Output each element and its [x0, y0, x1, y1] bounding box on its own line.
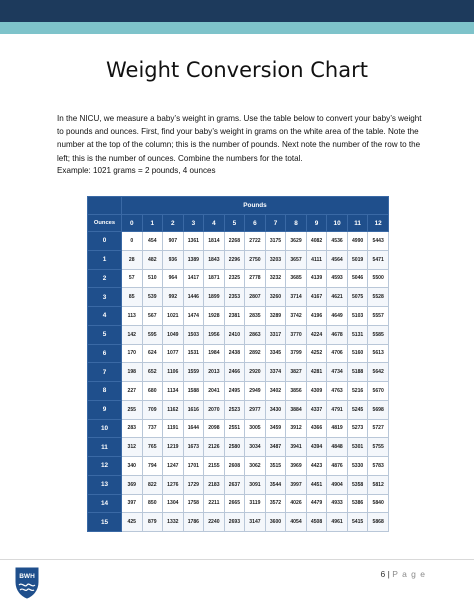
grams-cell: 1049 — [163, 325, 184, 344]
grams-cell: 907 — [163, 232, 184, 251]
grams-cell: 5386 — [347, 494, 368, 513]
ounces-row-header: 13 — [88, 475, 122, 494]
grams-cell: 2240 — [204, 513, 225, 532]
grams-cell: 4564 — [327, 250, 348, 269]
grams-cell: 1389 — [183, 250, 204, 269]
ounces-row-header: 4 — [88, 307, 122, 326]
grams-cell: 5613 — [368, 344, 389, 363]
table-row — [88, 232, 389, 251]
pound-columns-row — [88, 215, 389, 232]
table-row — [88, 269, 389, 288]
grams-cell: 5273 — [347, 419, 368, 438]
grams-cell: 5046 — [347, 269, 368, 288]
grams-cell: 4990 — [347, 232, 368, 251]
grams-cell: 5019 — [347, 250, 368, 269]
grams-cell: 2523 — [224, 400, 245, 419]
table-row — [88, 307, 389, 326]
ounces-row-header: 12 — [88, 457, 122, 476]
grams-cell: 5727 — [368, 419, 389, 438]
grams-cell: 283 — [122, 419, 143, 438]
grams-cell: 1219 — [163, 438, 184, 457]
ounces-row-header: 0 — [88, 232, 122, 251]
ounces-row-header: 11 — [88, 438, 122, 457]
hospital-logo — [14, 566, 40, 600]
grams-cell: 113 — [122, 307, 143, 326]
grams-cell: 2693 — [224, 513, 245, 532]
grams-cell: 5160 — [347, 344, 368, 363]
grams-cell: 3799 — [286, 344, 307, 363]
grams-cell: 1559 — [183, 363, 204, 382]
grams-cell: 2013 — [204, 363, 225, 382]
grams-cell: 2892 — [245, 344, 266, 363]
grams-cell: 5557 — [368, 307, 389, 326]
grams-cell: 28 — [122, 250, 143, 269]
grams-cell: 2863 — [245, 325, 266, 344]
grams-cell: 57 — [122, 269, 143, 288]
grams-cell: 1616 — [183, 400, 204, 419]
grams-cell: 4196 — [306, 307, 327, 326]
grams-cell: 425 — [122, 513, 143, 532]
page-title: Weight Conversion Chart — [106, 58, 368, 82]
grams-cell: 1871 — [204, 269, 225, 288]
grams-cell: 4224 — [306, 325, 327, 344]
grams-cell: 1644 — [183, 419, 204, 438]
grams-cell: 2155 — [204, 457, 225, 476]
grams-cell: 2580 — [224, 438, 245, 457]
grams-cell: 680 — [142, 382, 163, 401]
grams-cell: 5358 — [347, 475, 368, 494]
grams-cell: 4508 — [306, 513, 327, 532]
grams-cell: 3147 — [245, 513, 266, 532]
grams-cell: 3572 — [265, 494, 286, 513]
grams-cell: 4394 — [306, 438, 327, 457]
header-band — [0, 0, 474, 40]
grams-cell: 3459 — [265, 419, 286, 438]
ounces-row-header: 10 — [88, 419, 122, 438]
grams-cell: 4848 — [327, 438, 348, 457]
grams-cell: 3062 — [245, 457, 266, 476]
pound-column-header: 5 — [224, 215, 245, 232]
pound-column-header: 2 — [163, 215, 184, 232]
grams-cell: 4706 — [327, 344, 348, 363]
grams-cell: 5670 — [368, 382, 389, 401]
grams-cell: 1191 — [163, 419, 184, 438]
pound-column-header: 1 — [142, 215, 163, 232]
grams-cell: 1928 — [204, 307, 225, 326]
grams-cell: 4876 — [327, 457, 348, 476]
grams-cell: 312 — [122, 438, 143, 457]
grams-cell: 2381 — [224, 307, 245, 326]
grams-cell: 3997 — [286, 475, 307, 494]
pounds-label: Pounds — [122, 197, 389, 215]
grams-cell: 1077 — [163, 344, 184, 363]
grams-cell: 879 — [142, 513, 163, 532]
table-row — [88, 494, 389, 513]
grams-cell: 1417 — [183, 269, 204, 288]
grams-cell: 1701 — [183, 457, 204, 476]
pound-column-header: 11 — [347, 215, 368, 232]
grams-cell: 3912 — [286, 419, 307, 438]
grams-cell: 2296 — [224, 250, 245, 269]
grams-cell: 2353 — [224, 288, 245, 307]
grams-cell: 5216 — [347, 382, 368, 401]
grams-cell: 4082 — [306, 232, 327, 251]
grams-cell: 369 — [122, 475, 143, 494]
ounces-row-header: 2 — [88, 269, 122, 288]
grams-cell: 2410 — [224, 325, 245, 344]
grams-cell: 2268 — [224, 232, 245, 251]
grams-cell: 1984 — [204, 344, 225, 363]
grams-cell: 5471 — [368, 250, 389, 269]
grams-cell: 936 — [163, 250, 184, 269]
grams-cell: 624 — [142, 344, 163, 363]
grams-cell: 709 — [142, 400, 163, 419]
grams-cell: 4451 — [306, 475, 327, 494]
grams-cell: 3657 — [286, 250, 307, 269]
table-row — [88, 344, 389, 363]
grams-cell: 2608 — [224, 457, 245, 476]
header-band-light — [0, 22, 474, 34]
grams-cell: 5301 — [347, 438, 368, 457]
grams-cell: 3430 — [265, 400, 286, 419]
grams-cell: 2949 — [245, 382, 266, 401]
grams-cell: 255 — [122, 400, 143, 419]
grams-cell: 1673 — [183, 438, 204, 457]
grams-cell: 2835 — [245, 307, 266, 326]
page-number-separator: | — [387, 569, 390, 579]
grams-cell: 5330 — [347, 457, 368, 476]
ounces-row-header: 8 — [88, 382, 122, 401]
grams-cell: 4536 — [327, 232, 348, 251]
pound-column-header: 4 — [204, 215, 225, 232]
pound-column-header: 8 — [286, 215, 307, 232]
grams-cell: 4791 — [327, 400, 348, 419]
grams-cell: 3856 — [286, 382, 307, 401]
grams-cell: 652 — [142, 363, 163, 382]
grams-cell: 2637 — [224, 475, 245, 494]
grams-cell: 1304 — [163, 494, 184, 513]
corner-cell — [88, 197, 122, 215]
table-row — [88, 438, 389, 457]
grams-cell: 3317 — [265, 325, 286, 344]
grams-cell: 964 — [163, 269, 184, 288]
grams-cell: 4763 — [327, 382, 348, 401]
grams-cell: 3289 — [265, 307, 286, 326]
grams-cell: 2438 — [224, 344, 245, 363]
grams-cell: 4621 — [327, 288, 348, 307]
grams-cell: 1162 — [163, 400, 184, 419]
grams-cell: 454 — [142, 232, 163, 251]
grams-cell: 4678 — [327, 325, 348, 344]
table-row — [88, 363, 389, 382]
grams-cell: 3969 — [286, 457, 307, 476]
grams-cell: 1588 — [183, 382, 204, 401]
ounces-row-header: 3 — [88, 288, 122, 307]
grams-cell: 4734 — [327, 363, 348, 382]
ounces-row-header: 6 — [88, 344, 122, 363]
page-number — [381, 569, 427, 579]
grams-cell: 5500 — [368, 269, 389, 288]
grams-cell: 4337 — [306, 400, 327, 419]
ounces-row-header: 9 — [88, 400, 122, 419]
ounces-row-header: 5 — [88, 325, 122, 344]
grams-cell: 2807 — [245, 288, 266, 307]
ounces-row-header: 15 — [88, 513, 122, 532]
grams-cell: 4904 — [327, 475, 348, 494]
grams-cell: 850 — [142, 494, 163, 513]
grams-cell: 4309 — [306, 382, 327, 401]
grams-cell: 5840 — [368, 494, 389, 513]
table-row — [88, 325, 389, 344]
grams-cell: 2495 — [224, 382, 245, 401]
grams-cell: 3260 — [265, 288, 286, 307]
grams-cell: 1786 — [183, 513, 204, 532]
conversion-table — [87, 196, 389, 532]
grams-cell: 3034 — [245, 438, 266, 457]
pound-column-header: 3 — [183, 215, 204, 232]
grams-cell: 1446 — [183, 288, 204, 307]
grams-cell: 2778 — [245, 269, 266, 288]
table-row — [88, 400, 389, 419]
grams-cell: 2070 — [204, 400, 225, 419]
ounces-row-header: 14 — [88, 494, 122, 513]
grams-cell: 2466 — [224, 363, 245, 382]
grams-cell: 2977 — [245, 400, 266, 419]
grams-cell: 3232 — [265, 269, 286, 288]
grams-cell: 1134 — [163, 382, 184, 401]
grams-cell: 4111 — [306, 250, 327, 269]
grams-cell: 3487 — [265, 438, 286, 457]
page-word: P a g e — [392, 569, 426, 579]
pound-column-header: 6 — [245, 215, 266, 232]
example-line: Example: 1021 grams = 2 pounds, 4 ounces — [57, 166, 216, 175]
grams-cell: 5868 — [368, 513, 389, 532]
grams-cell: 0 — [122, 232, 143, 251]
grams-cell: 2325 — [224, 269, 245, 288]
grams-cell: 4593 — [327, 269, 348, 288]
grams-cell: 482 — [142, 250, 163, 269]
grams-cell: 1276 — [163, 475, 184, 494]
grams-cell: 794 — [142, 457, 163, 476]
grams-cell: 1814 — [204, 232, 225, 251]
grams-cell: 1332 — [163, 513, 184, 532]
grams-cell: 5103 — [347, 307, 368, 326]
table-row — [88, 382, 389, 401]
grams-cell: 765 — [142, 438, 163, 457]
grams-cell: 5443 — [368, 232, 389, 251]
grams-cell: 1729 — [183, 475, 204, 494]
grams-cell: 5245 — [347, 400, 368, 419]
grams-cell: 397 — [122, 494, 143, 513]
grams-cell: 4423 — [306, 457, 327, 476]
grams-cell: 737 — [142, 419, 163, 438]
grams-cell: 1021 — [163, 307, 184, 326]
grams-cell: 3827 — [286, 363, 307, 382]
grams-cell: 822 — [142, 475, 163, 494]
table-row — [88, 513, 389, 532]
grams-cell: 5075 — [347, 288, 368, 307]
grams-cell: 2722 — [245, 232, 266, 251]
grams-cell: 4252 — [306, 344, 327, 363]
grams-cell: 340 — [122, 457, 143, 476]
grams-cell: 3005 — [245, 419, 266, 438]
conversion-table-body — [88, 232, 389, 532]
grams-cell: 5642 — [368, 363, 389, 382]
grams-cell: 3345 — [265, 344, 286, 363]
table-row — [88, 419, 389, 438]
pound-column-header: 10 — [327, 215, 348, 232]
grams-cell: 567 — [142, 307, 163, 326]
grams-cell: 5131 — [347, 325, 368, 344]
grams-cell: 1956 — [204, 325, 225, 344]
intro-paragraph: In the NICU, we measure a baby’s weight in grams. Use the table below to convert your baby’s weight to pounds and ounces. First, find your baby’s weight in grams on the white area of the table. Note the number at the top of the column; this is the number of pounds. Next note the number of the row to the left; this is the number of ounces. Combine the numbers for the total. — [57, 114, 422, 163]
grams-cell: 2183 — [204, 475, 225, 494]
grams-cell: 539 — [142, 288, 163, 307]
grams-cell: 3770 — [286, 325, 307, 344]
grams-cell: 4167 — [306, 288, 327, 307]
grams-cell: 4026 — [286, 494, 307, 513]
grams-cell: 4366 — [306, 419, 327, 438]
grams-cell: 3374 — [265, 363, 286, 382]
grams-cell: 5755 — [368, 438, 389, 457]
conversion-table-container — [87, 196, 389, 532]
grams-cell: 3544 — [265, 475, 286, 494]
grams-cell: 227 — [122, 382, 143, 401]
grams-cell: 4281 — [306, 363, 327, 382]
table-row — [88, 250, 389, 269]
grams-cell: 142 — [122, 325, 143, 344]
pound-column-header: 0 — [122, 215, 143, 232]
grams-cell: 1758 — [183, 494, 204, 513]
grams-cell: 5415 — [347, 513, 368, 532]
grams-cell: 2551 — [224, 419, 245, 438]
grams-cell: 198 — [122, 363, 143, 382]
table-row — [88, 288, 389, 307]
grams-cell: 510 — [142, 269, 163, 288]
header-band-dark — [0, 0, 474, 22]
grams-cell: 4961 — [327, 513, 348, 532]
grams-cell: 5528 — [368, 288, 389, 307]
grams-cell: 2041 — [204, 382, 225, 401]
grams-cell: 2126 — [204, 438, 225, 457]
grams-cell: 992 — [163, 288, 184, 307]
grams-cell: 3175 — [265, 232, 286, 251]
grams-cell: 2098 — [204, 419, 225, 438]
pound-column-header: 7 — [265, 215, 286, 232]
grams-cell: 1843 — [204, 250, 225, 269]
grams-cell: 2920 — [245, 363, 266, 382]
ounces-row-header: 7 — [88, 363, 122, 382]
grams-cell: 3685 — [286, 269, 307, 288]
grams-cell: 1899 — [204, 288, 225, 307]
grams-cell: 85 — [122, 288, 143, 307]
ounces-label: Ounces — [88, 215, 122, 232]
grams-cell: 3884 — [286, 400, 307, 419]
pound-column-header: 12 — [368, 215, 389, 232]
grams-cell: 5585 — [368, 325, 389, 344]
grams-cell: 3091 — [245, 475, 266, 494]
grams-cell: 4933 — [327, 494, 348, 513]
grams-cell: 3600 — [265, 513, 286, 532]
grams-cell: 170 — [122, 344, 143, 363]
grams-cell: 3402 — [265, 382, 286, 401]
grams-cell: 595 — [142, 325, 163, 344]
logo-text: BWH — [19, 573, 35, 580]
table-row — [88, 475, 389, 494]
grams-cell: 3119 — [245, 494, 266, 513]
grams-cell: 3629 — [286, 232, 307, 251]
grams-cell: 2211 — [204, 494, 225, 513]
grams-cell: 2665 — [224, 494, 245, 513]
grams-cell: 4819 — [327, 419, 348, 438]
grams-cell: 3714 — [286, 288, 307, 307]
grams-cell: 1361 — [183, 232, 204, 251]
footer-divider — [0, 559, 474, 560]
pounds-header-row — [88, 197, 389, 215]
grams-cell: 4649 — [327, 307, 348, 326]
grams-cell: 3203 — [265, 250, 286, 269]
pound-column-header: 9 — [306, 215, 327, 232]
grams-cell: 5783 — [368, 457, 389, 476]
page-number-value: 6 — [380, 569, 386, 579]
grams-cell: 1503 — [183, 325, 204, 344]
grams-cell: 4139 — [306, 269, 327, 288]
grams-cell: 3515 — [265, 457, 286, 476]
grams-cell: 1247 — [163, 457, 184, 476]
grams-cell: 2750 — [245, 250, 266, 269]
ounces-row-header: 1 — [88, 250, 122, 269]
grams-cell: 4054 — [286, 513, 307, 532]
grams-cell: 5812 — [368, 475, 389, 494]
grams-cell: 4479 — [306, 494, 327, 513]
grams-cell: 1474 — [183, 307, 204, 326]
grams-cell: 5698 — [368, 400, 389, 419]
grams-cell: 1531 — [183, 344, 204, 363]
grams-cell: 5188 — [347, 363, 368, 382]
grams-cell: 3742 — [286, 307, 307, 326]
grams-cell: 3941 — [286, 438, 307, 457]
table-row — [88, 457, 389, 476]
grams-cell: 1106 — [163, 363, 184, 382]
